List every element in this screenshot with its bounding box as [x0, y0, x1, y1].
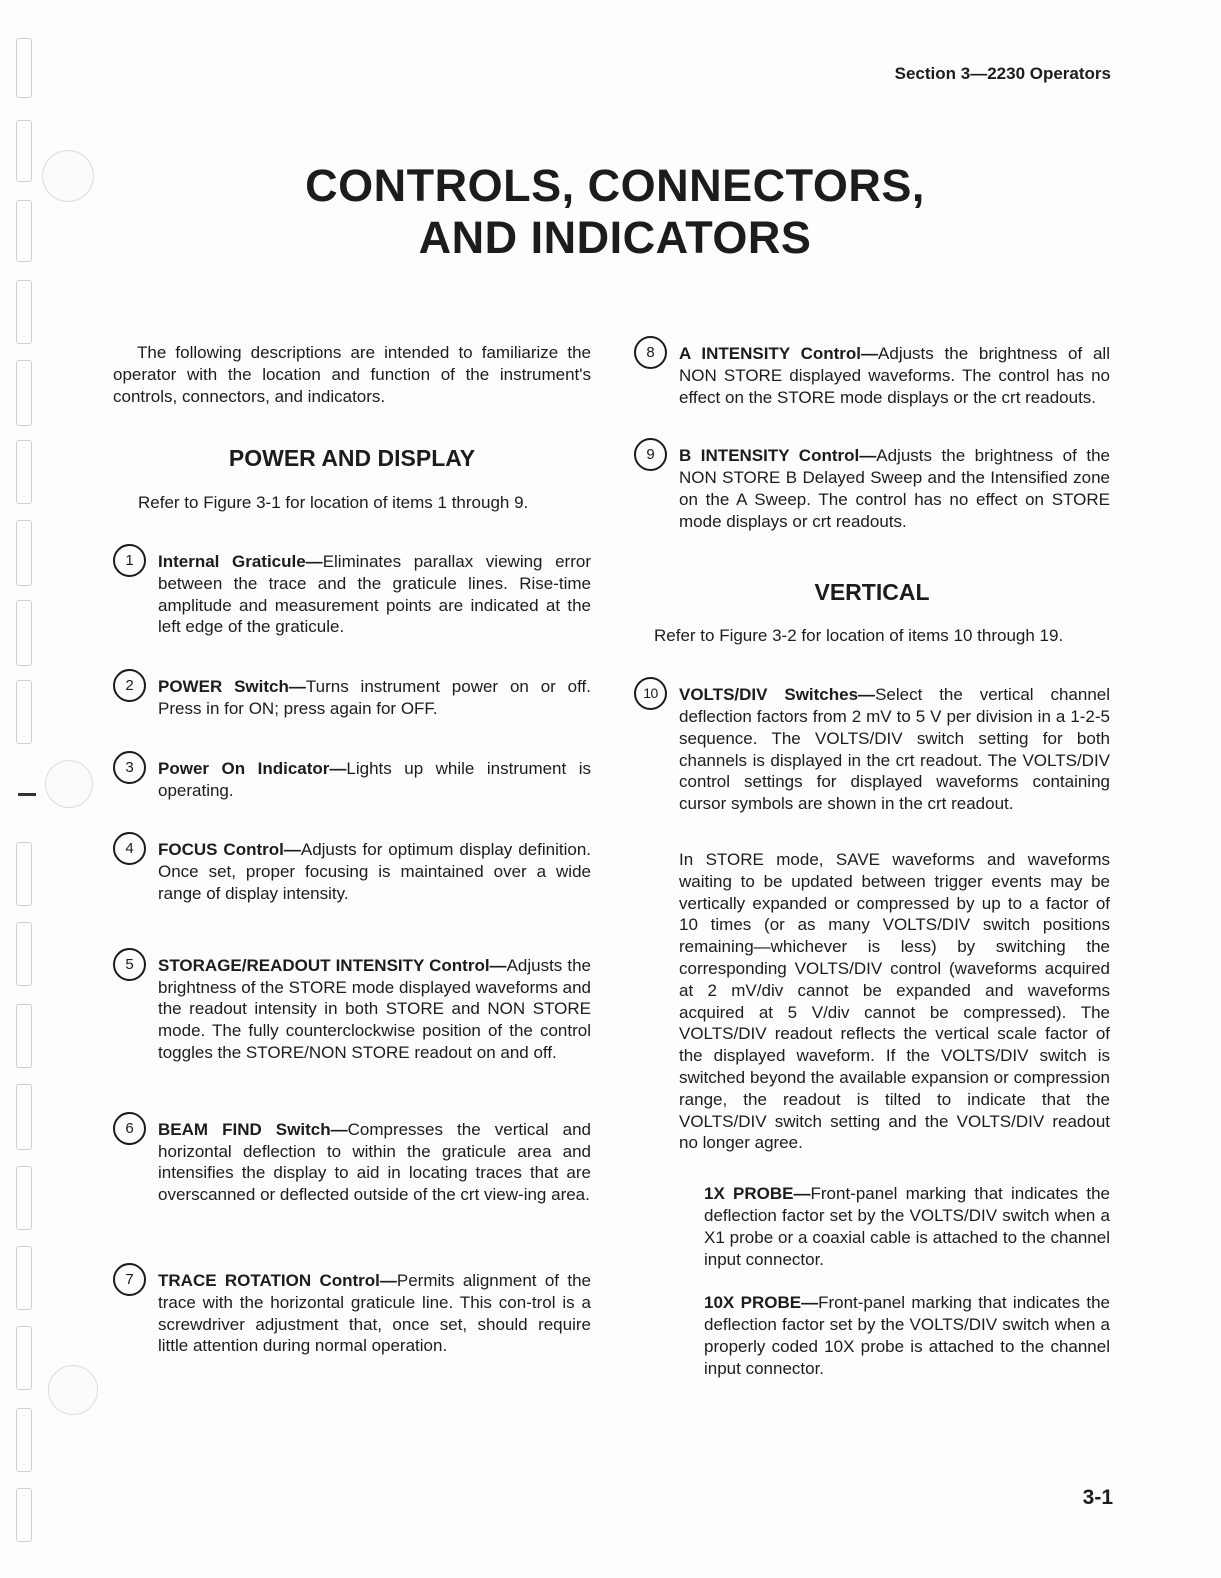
- item-number-badge: 2: [113, 669, 146, 702]
- binding-edge-marks: [10, 20, 40, 1540]
- section-header: Section 3—2230 Operators: [894, 64, 1111, 83]
- left-column: [113, 342, 591, 1357]
- probe-name: 1X PROBE—: [704, 1184, 811, 1204]
- item-10: [634, 684, 1110, 815]
- item-number-badge: 9: [634, 438, 667, 471]
- item-number-badge: 10: [634, 677, 667, 710]
- probe-description: Front-panel marking that indicates the deflection factor set by the VOLTS/DIV switch when a properly coded 10X probe is attached to the channel input connector.: [704, 1293, 1111, 1378]
- heading-vertical: VERTICAL: [814, 578, 930, 605]
- punch-hole-top: [42, 150, 94, 202]
- item-3: [113, 758, 591, 802]
- right-column: [634, 343, 1110, 1379]
- fold-mark: [18, 793, 36, 796]
- page-title: [230, 160, 1000, 264]
- item-number-badge: 8: [634, 336, 667, 369]
- page-number: 3-1: [1082, 1486, 1113, 1509]
- item-description: Eliminates parallax viewing error between the trace and the graticule lines. Rise-time amplitude and measurement points are indicated at the left edge of the graticule.: [158, 551, 591, 637]
- probe-markings: [634, 1183, 1110, 1379]
- item-description: Compresses the vertical and horizontal deflection to within the graticule area and intensifies the display to aid in locating traces that are overscanned or deflected outside of the crt view-ing area.: [158, 1119, 591, 1205]
- item-number-badge: 1: [113, 544, 146, 577]
- item-6: [113, 1119, 591, 1206]
- item-name: POWER Switch—: [158, 677, 306, 697]
- item-2: [113, 676, 591, 720]
- item-description: Turns instrument power on or off. Press in for ON; press again for OFF.: [158, 677, 591, 718]
- item-description: Adjusts the brightness of the STORE mode displayed waveforms and the readout intensity in both STORE and NON STORE mode. The fully counterclockwise position of the control toggles the STORE/NON STORE readout on and off.: [158, 955, 591, 1062]
- probe-1x: [679, 1183, 1110, 1270]
- item-name: Internal Graticule—: [158, 551, 323, 571]
- punch-hole-middle: [45, 760, 93, 808]
- item-5: [113, 955, 591, 1064]
- title-line-2: AND INDICATORS: [418, 212, 812, 263]
- title-line-1: CONTROLS, CONNECTORS,: [305, 160, 925, 211]
- item-description: Adjusts for optimum display definition. Once set, proper focusing is maintained over a wide range of display intensity.: [158, 840, 592, 903]
- item-description: Adjusts the brightness of all NON STORE displayed waveforms. The control has no effect on the STORE mode displays or the crt readouts.: [679, 344, 1110, 407]
- item-description: Adjusts the brightness of the NON STORE B Delayed Sweep and the Intensified zone on the A Sweep. The control has no effect on STORE mode displays or crt readouts.: [679, 446, 1110, 531]
- item-8: [634, 343, 1110, 408]
- item-description: Select the vertical channel deflection factors from 2 mV to 5 V per division in a 1-2-5 sequence. The VOLTS/DIV switch setting for both channels is displayed in the crt readout. The VOLTS/DIV control settings for displayed waveforms containing cursor symbols are shown in the crt readout.: [679, 685, 1111, 814]
- item-name: Power On Indicator—: [158, 758, 347, 778]
- probe-10x: [679, 1292, 1110, 1379]
- item-name: A INTENSITY Control—: [679, 344, 879, 363]
- item-number-badge: 5: [113, 948, 146, 981]
- item-name: BEAM FIND Switch—: [158, 1119, 348, 1139]
- item-number-badge: 6: [113, 1112, 146, 1145]
- item-number-badge: 3: [113, 751, 146, 784]
- item-name: TRACE ROTATION Control—: [158, 1270, 397, 1290]
- item-number-badge: 7: [113, 1263, 146, 1296]
- item-name: B INTENSITY Control—: [679, 446, 877, 466]
- refer-figure-3-2: Refer to Figure 3-2 for location of items 10 through 19.: [654, 626, 1064, 646]
- item-7: [113, 1270, 591, 1357]
- probe-name: 10X PROBE—: [704, 1293, 819, 1313]
- intro-paragraph: The following descriptions are intended to familiarize the operator with the location and function of the instrument's controls, connectors, and indicators.: [113, 343, 591, 406]
- refer-figure-3-1: Refer to Figure 3-1 for location of items 1 through 9.: [138, 493, 529, 513]
- heading-power-and-display: POWER AND DISPLAY: [228, 445, 476, 472]
- item-name: STORAGE/READOUT INTENSITY Control—: [158, 955, 507, 975]
- probe-description: Front-panel marking that indicates the deflection factor set by the VOLTS/DIV switch when a X1 probe or a coaxial cable is attached to the channel input connector.: [704, 1184, 1110, 1269]
- item-name: VOLTS/DIV Switches—: [679, 685, 876, 705]
- punch-hole-bottom: [48, 1365, 98, 1415]
- item-description: Permits alignment of the trace with the horizontal graticule line. This con-trol is a screwdriver adjustment that, once set, should require little attention during normal operation.: [158, 1270, 591, 1356]
- item-description: Lights up while instrument is operating.: [158, 758, 591, 800]
- item-name: FOCUS Control—: [158, 840, 301, 860]
- store-mode-paragraph: In STORE mode, SAVE waveforms and waveforms waiting to be updated between trigger events may be vertically expanded or compressed by up to a factor of 10 times (or as many VOLTS/DIV switch positions remaining—whichever is less) by switching the corresponding VOLTS/DIV control (waveforms acquired at 2 mV/div cannot be expanded and waveforms acquired at 5 V/div cannot be compressed). The VOLTS/DIV readout reflects the vertical scale factor of the displayed waveform. If the VOLTS/DIV switch is switched beyond the available expansion or compression range, the readout is tilted to indicate that the VOLTS/DIV switch setting and the VOLTS/DIV readout no longer agree.: [679, 849, 1110, 1153]
- item-1: [113, 551, 591, 638]
- item-4: [113, 839, 591, 904]
- item-number-badge: 4: [113, 832, 146, 865]
- item-9: [634, 445, 1110, 532]
